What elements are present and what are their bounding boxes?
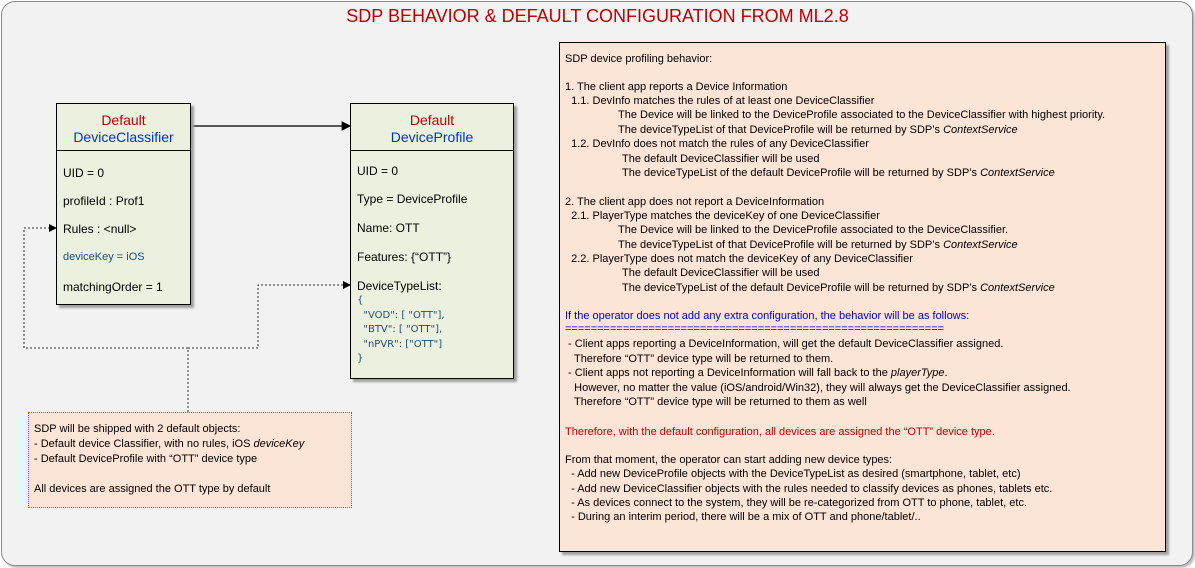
- classifier-matching-order: matchingOrder = 1: [63, 280, 163, 294]
- profile-type: Type = DeviceProfile: [357, 192, 468, 206]
- device-classifier-head2: DeviceClassifier: [73, 129, 174, 145]
- json-line: }: [357, 353, 364, 364]
- panel-line: The Device will be linked to the DeviceProfile associated to the DeviceClassifier.: [618, 224, 1009, 236]
- panel-line: The default DeviceClassifier will be used: [622, 153, 820, 165]
- profile-uid: UID = 0: [357, 164, 399, 178]
- json-line: "BTV": [ "OTT"],: [357, 324, 443, 335]
- device-profile-head1: Default: [409, 112, 455, 128]
- panel-line: 1.2. DevInfo does not match the rules of any DeviceClassifier: [565, 138, 869, 150]
- panel-line: 1. The client app reports a Device Information: [565, 81, 788, 93]
- device-profile-header: [351, 104, 513, 151]
- note-line: All devices are assigned the OTT type by default: [34, 483, 271, 495]
- panel-line: ===========================================================: [565, 323, 945, 335]
- device-classifier-box: [56, 103, 191, 305]
- json-line: {: [357, 295, 364, 306]
- panel-line: The default DeviceClassifier will be used: [622, 267, 820, 279]
- panel-line: - During an interim period, there will be a mix of OTT and phone/tablet/..: [565, 511, 921, 523]
- panel-line: Therefore “OTT” device type will be returned to them.: [565, 353, 834, 365]
- panel-line: From that moment, the operator can start adding new device types:: [565, 454, 893, 466]
- panel-line: - Add new DeviceProfile objects with the DeviceTypeList as desired (smartphone, tablet, etc): [565, 468, 1021, 480]
- page-title: SDP BEHAVIOR & DEFAULT CONFIGURATION FROM ML2.8: [346, 6, 849, 26]
- panel-line: The Device will be linked to the DeviceProfile associated to the DeviceClassifier with highest priority.: [618, 109, 1106, 121]
- panel-line: SDP device profiling behavior:: [565, 53, 713, 65]
- note-line: - Default DeviceProfile with “OTT” device type: [34, 453, 258, 465]
- note-connector-profile: [188, 285, 350, 348]
- classifier-uid: UID = 0: [63, 166, 105, 180]
- profile-name: Name: OTT: [357, 221, 420, 235]
- device-type-list-json: [357, 294, 445, 367]
- panel-line: 2.1. PlayerType matches the deviceKey of one DeviceClassifier: [565, 210, 880, 222]
- panel-line: However, no matter the value (iOS/android/Win32), they will always get the DeviceClassifier assigned.: [565, 382, 1071, 394]
- json-line: "nPVR": ["OTT"]: [357, 338, 443, 350]
- panel-line: 2. The client app does not report a DeviceInformation: [565, 196, 825, 208]
- note-line: SDP will be shipped with 2 default objects:: [34, 423, 241, 435]
- panel-line: - Client apps reporting a DeviceInformation, will get the default DeviceClassifier assigned.: [565, 338, 1004, 350]
- default-objects-note: [28, 412, 352, 508]
- panel-line: 2.2. PlayerType does not match the deviceKey of any DeviceClassifier: [565, 253, 913, 265]
- note-line: - Default device Classifier, with no rules, iOS deviceKey: [34, 438, 305, 450]
- device-classifier-header: [57, 104, 190, 151]
- profile-features: Features: {“OTT”}: [357, 250, 452, 264]
- panel-line: The deviceTypeList of the default DeviceProfile will be returned by SDP’s ContextService: [622, 167, 1055, 179]
- device-classifier-head1: Default: [101, 112, 146, 128]
- device-profile-box: [350, 103, 514, 379]
- profiling-behavior-panel: [559, 42, 1166, 552]
- panel-line: - As devices connect to the system, they will be re-categorized from OTT to phone, tablet, etc.: [565, 497, 1028, 509]
- panel-line: Therefore “OTT” device type will be returned to them as well: [565, 396, 867, 408]
- json-line: "VOD": [ "OTT"],: [357, 309, 445, 321]
- panel-line: The deviceTypeList of that DeviceProfile will be returned by SDP’s ContextService: [618, 239, 1018, 251]
- profile-device-type-list: DeviceTypeList:: [357, 279, 442, 293]
- panel-line: Therefore, with the default configuration, all devices are assigned the “OTT” device type.: [565, 426, 995, 438]
- classifier-device-key: deviceKey = iOS: [63, 251, 145, 263]
- panel-line: - Client apps not reporting a DeviceInformation will fall back to the playerType.: [565, 367, 948, 379]
- panel-line: If the operator does not add any extra configuration, the behavior will be as follows:: [565, 310, 970, 322]
- panel-line: - Add new DeviceClassifier objects with the rules needed to classify devices as phones, tablets etc.: [565, 483, 1053, 495]
- classifier-profile-id: profileId : Prof1: [63, 194, 145, 208]
- panel-line: The deviceTypeList of the default DeviceProfile will be returned by SDP’s ContextService: [622, 282, 1055, 294]
- panel-line: 1.1. DevInfo matches the rules of at least one DeviceClassifier: [565, 95, 875, 107]
- panel-line: The deviceTypeList of that DeviceProfile will be returned by SDP’s ContextService: [618, 124, 1018, 136]
- device-profile-head2: DeviceProfile: [390, 129, 474, 145]
- classifier-rules: Rules : <null>: [63, 222, 137, 236]
